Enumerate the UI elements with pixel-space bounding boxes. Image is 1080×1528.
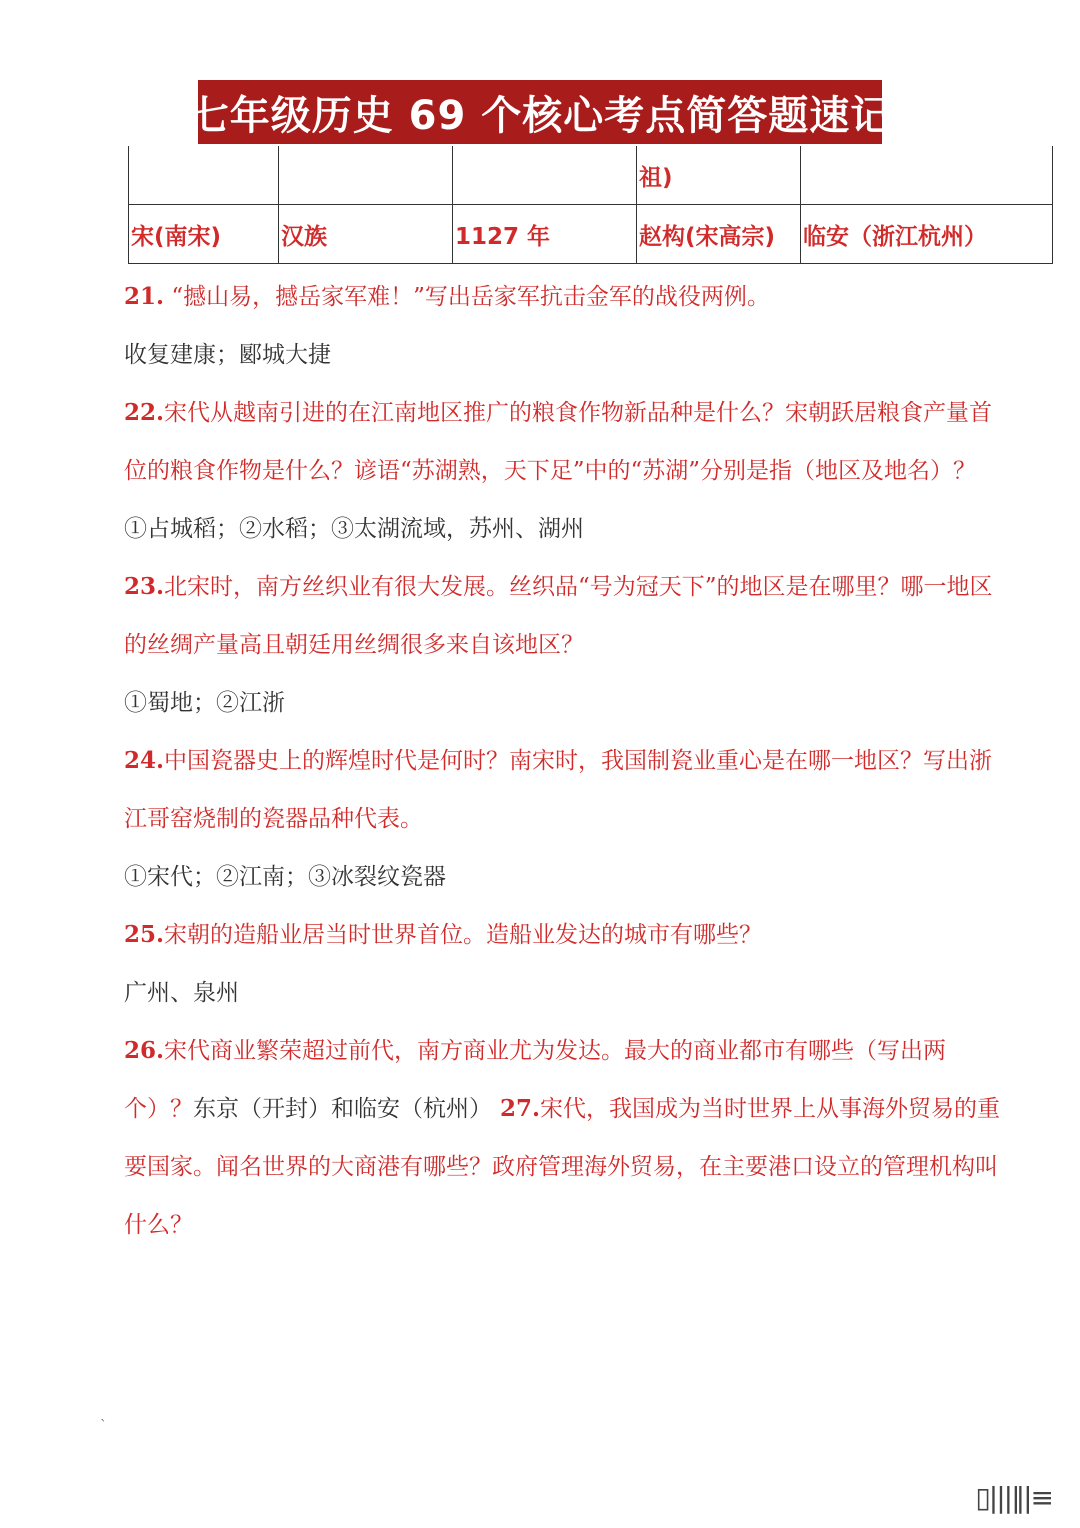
question-22: 22.宋代从越南引进的在江南地区推广的粮食作物新品种是什么？宋朝跃居粮食产量首位的粮食作物是什么？谚语“苏湖熟，天下足”中的“苏湖”分别是指（地区及地名）？ [124,399,993,484]
answer-26: 东京（开封）和临安（杭州） [193,1096,492,1122]
page-title: 七年级历史 69 个核心考点简答题速记 [198,80,882,144]
answer-23: ①蜀地；②江浙 [124,690,285,716]
qa-section [124,268,1004,1254]
answer-24: ①宋代；②江南；③冰裂纹瓷器 [124,864,446,890]
table-cell: 临安（浙江杭州） [801,205,1053,264]
answer-22: ①占城稻；②水稻；③太湖流域，苏州、湖州 [124,516,584,542]
watermark-icon: ▯|||‖|≡ [975,1481,1052,1514]
answer-21: 收复建康；郾城大捷 [124,342,331,368]
table-cell [453,146,637,205]
table-row [129,146,1053,205]
question-21: 21. “撼山易，撼岳家军难！”写出岳家军抗击金军的战役两例。 [124,283,770,310]
table-cell [801,146,1053,205]
table-cell: 宋(南宋) [129,205,279,264]
table-cell [279,146,453,205]
table-row [129,205,1053,264]
table-cell: 赵构(宋高宗) [637,205,801,264]
question-24: 24.中国瓷器史上的辉煌时代是何时？南宋时，我国制瓷业重心是在哪一地区？写出浙江哥窑烧制的瓷器品种代表。 [124,747,993,832]
question-23: 23.北宋时，南方丝织业有很大发展。丝织品“号为冠天下”的地区是在哪里？哪一地区的丝绸产量高且朝廷用丝绸很多来自该地区？ [124,573,993,658]
table-cell: 汉族 [279,205,453,264]
question-25: 25.宋朝的造船业居当时世界首位。造船业发达的城市有哪些？ [124,921,763,948]
question-26-27: 26.宋代商业繁荣超过前代，南方商业尤为发达。最大的商业都市有哪些（写出两个）？东京（开封）和临安（杭州） 27.宋代，我国成为当时世界上从事海外贸易的重要国家。闻名世界的大商港有哪些？政府管理海外贸易，在主要港口设立的管理机构叫什么？ [124,1037,1001,1238]
dynasty-table [128,146,1053,264]
table-cell [129,146,279,205]
table-cell: 1127 年 [453,205,637,264]
answer-25: 广州、泉州 [124,980,239,1006]
mark: ` [100,1418,107,1434]
table-cell: 祖) [637,146,801,205]
